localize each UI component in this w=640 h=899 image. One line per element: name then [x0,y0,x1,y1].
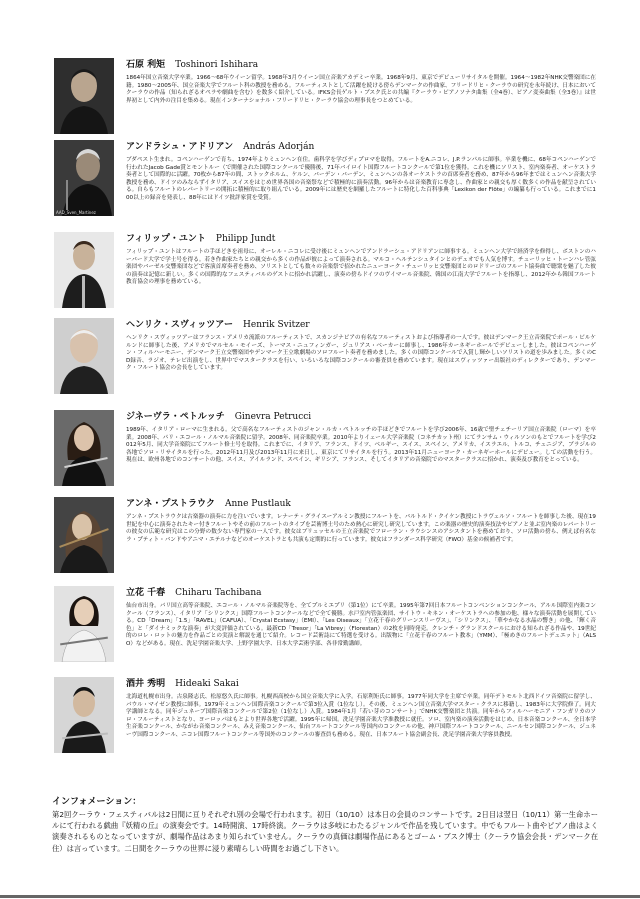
profile-ishihara [54,58,594,136]
name-japanese: ジネーヴラ・ペトルッチ [126,412,225,422]
biography: ヘンリク・スヴィッツアーはフランス・アメリカ流派のフルーティストで、スカンジナビアの有名なフルーティストおよび指導者の一人です。彼はデンマーク王立音楽院でポール・ビルケルンドに師事した後、アメリカでマルセル・モイーズ、トーマス・ニュフィンガー、ジュリアス・ベーカーに師事し、1986年カーネギーホールでデビューしました。彼はコペンハーゲン・フィルハーモニー、デンマーク王立交響楽団やデンマーク王立歌劇場のソロフルート奏者を務めました。多くの国際コンクールで入賞し輝かしいソリストの道を歩みました。多くのCD録音、ラジオ、テレビ出演をし、世界中でマスタークラスを行い、いろいろな国際コンクールの審査員を務めています。現在はスヴィッツァー出版社のディレクターであり、デンマーク・フルート協会の会長をしています。 [126,335,596,372]
name-japanese: アンネ・プストラウク [126,499,216,509]
performer-name [126,318,596,332]
performer-name [126,58,596,72]
biography: 1989年、イタリア・ローマに生まれる。父で高名なフルーティストのジャン・ルカ・ペトルッチの手ほどきでフルートを学び2006年、16歳で聖チェチーリア国立音楽院（ローマ）を卒業。2008年、パリ・エコール・ノルマル音楽院に留学。2008年、同音楽院卒業。2010年よりイェール大学音楽院（コネチカット州）にてランサム・ウィルソンのもとでフルートを学び2012年5月、同大学音楽院にてフルート修士号を取得。これまでに、イタリア、フランス、ドイツ、ベルギー、スイス、スペイン、アメリカ、イスラエル、トルコ、チュニジア、ブラジルの各地でソロ・リサイタルを行った。2012年11月及び2013年11月に来日し、東京にてリサイタルを行う。2013年11月ニューヨーク・カーネギーホールにデビュー。しての活動を行う。現在は、欧州各地でのコンサートの他、スイス、アイルランド、スペイン、ギリシア、フランス、そしてイタリアの音楽院でのマスタークラスに招かれ、演奏及び教育をとっている。 [126,427,596,464]
profile-info [126,410,596,465]
profile-info [126,586,596,649]
biography: アンネ・プストラウクは古楽器の演奏に力を注いでいます。レナーテ・グライスーアルミン教授にフルートを、バルトルド・クイケン教授にトラヴェルソ・フルートを師事した後、現在19世紀を中心に演奏されたキー付きフルートやその前のフルートのタイプを芸術博士号のため熱心に研究し研究しています。この楽器の歴史的演奏技法やピアノと並ぶ室内楽のレパートリーの彼女の広範な研究はこの分野の数少ない専門家の一人です。彼女はブリュッセルの王立音楽院でフローラン・ラウシンスのアシスタントを務めており、ソロ活動の傍ら、例えば有名なラ・プティト・バンドやアニマ・エテルナなどのオーケストラとも共演も定期的に行っています。彼女はフランダース科学研究（FWO）基金の候補者です。 [126,514,596,543]
performer-name [126,677,596,691]
name-english: Anne Pustlauk [225,499,291,509]
name-english: Toshinori Ishihara [175,60,259,70]
biography: 1864年国立音楽大学卒業。1966～68年ウイーン留学。1968年3月ウイーン国立音楽アカデミー卒業。1968年9月、東京でデビューリサイタルを開催。1964～1982年NHK交響楽団に在籍。1980～2005年、国立音楽大学でフルート科の教授を務める。フルーティストとして活躍を続ける傍らデンマークの作曲家、フリードリヒ・クーラウの研究を永年続け、日本においてクーラウの作品（知られざるオペラや劇曲を含む）を数多く紹介している。IFKS会長ゲルト・ブスク氏との共編『クーラウ・ピアノソナタ曲集（全4巻）、ピアノ変奏曲集（全3巻）』は世界初として内外の注目を集める。現在インターナショナル・フリードリヒ・クーラウ協会の理事長をつとめている。 [126,75,596,104]
profile-info [126,497,596,544]
performer-name [126,410,596,424]
portrait-photo [54,586,114,662]
performer-name [126,497,596,511]
name-english: Philipp Jundt [215,234,276,244]
portrait-photo [54,410,114,486]
portrait-icon [54,58,114,134]
name-japanese: 酒井 秀明 [126,679,166,689]
name-japanese: ヘンリク・スヴィッツアー [126,320,234,330]
profile-adorjan [54,140,594,218]
profile-svitzer [54,318,594,396]
information-body: 第2回クーラウ・フェスティバルは2日間に亘りそれぞれ別の会場で行われます。初日（10/10）は本日の会員のコンサートです。2日目は翌日（10/11）第一生命ホールにて行われる戯曲『妖精の丘』の演奏会です。14時開演、17時終演。クーラウは多岐にわたるジャンルで作品を残しています。中でもフルート曲やピアノ曲はよく演奏されるものとなっていますが、劇場作品はあまり知られていません。クーラウの真価は劇場作品にあるとゴーム・ブスク博士（クーラウ協会会長・デンマーク在住）は言っています。二日間をクーラウの世界に浸り素晴らしい時間をお過ごし下さい。 [52,810,598,853]
profile-petrucci [54,410,594,488]
profile-info [126,677,596,740]
information-section [52,796,598,854]
name-english: Hideaki Sakai [175,679,239,689]
name-japanese: フィリップ・ユント [126,234,206,244]
name-english: András Adorján [243,142,315,152]
name-japanese: 立花 千春 [126,588,166,598]
portrait-photo [54,140,114,216]
profile-pustlauk [54,497,594,575]
information-heading: インフォメーション： [52,797,142,807]
name-japanese: 石原 利矩 [126,60,166,70]
portrait-photo [54,677,114,753]
performer-name [126,586,596,600]
portrait-icon [54,677,114,753]
profile-tachibana [54,586,594,664]
name-japanese: アンドラシュ・アドリアン [126,142,234,152]
name-english: Chiharu Tachibana [175,588,262,598]
profile-info [126,58,596,105]
biography: ブダペスト生まれ。コペンハーゲンで育ち、1974年よりミュンヘン在住。歯科学を学びディプロマを取得。フルートをA.ニコレ、J.P.ランパルに師事。卒業を機に、68年コペンハーゲンで行われたJacob Gade賞とモントルー（で開催された国際コンクールで優勝後、71年バイロイト国際フルートコンクールで第1位を獲得。これを機にソリスト、室内楽奏者、オーケストラ奏者として国際的に活躍。70枚から87年の間、ストックホルム、ケルン、バーデン・バーデン、ミュンヘンの各オーケストラの首席奏者を務め、87年から96年まではミュンヘン音楽大学教授を務め、ドイツのみならずイタリア、スイスをはじめ世界各国の音楽祭などで積極的に演奏活動。96年からは音楽教育に専念し、作曲家との親交も厚く数多くの作品を献呈されている。自らもフルートのレパートリーの開拓に積極的に取り組んでいる。2009年には歴史を網羅したフルートに特化した百科事典「Lexikon der Flöte」の編纂も行っている。これまでに100以上の録音を発表し、88年にはドイツ批評家賞を受賞。 [126,157,596,201]
portrait-photo [54,318,114,394]
biography: 北海道札幌市出身。古泉隆志氏、松原悠久氏に師事。札幌西高校から国立音楽大学に入学。石原利矩氏に師事。1977年同大学を主席で卒業。同年デトモルト北西ドイツ音楽院に留学し、パウル・マイゼン教授に師事。1979年ミュンヘン国際音楽コンクールで第3位入賞（1位なし）。その後、ミュンヘン国立音楽大学マスター・クラスに移籍し、1983年に大学院修了。同大学講師となる。同年ジュネーブ国際音楽コンクールで第2位（1位なし）入賞。1984年1月「若い芽のコンサート」でNHK交響楽団と共演。同年からフィルハーモニア・フンガリカのソロ・フルーティストとなり、ヨーロッパはもとより世界各地で活躍。1995年に帰国。洗足学園音楽大学准教授に就任。ソロ、室内楽の演奏活動をはじめ、日本音楽コンクール、全日本学生音楽コンクール、かながわ音楽コンクール、みえ音楽コンクール、仙台フルートコンクール等国内のコンクールの他、神戸国際フルートコンクール、ニールセン国際コンクール、ジュネーヴ国際コンクール、ニコレ国際フルートコンクール等国外のコンクールの審査員も務める。現在、日本フルート協会副会長、洗足学園音楽大学客員教授。 [126,694,596,738]
portrait-photo [54,58,114,134]
photo-credit: AAD_Sven_Martinez [56,210,96,215]
portrait-photo [54,497,114,573]
performer-name [126,140,596,154]
portrait-icon [54,318,114,394]
portrait-icon [54,410,114,486]
biography: 仙台市出身。パリ国立高等音楽院、エコール・ノルマル音楽院等を、全てプルミエプリ（第1位）にて卒業。1995年第7回日本フルートコンベンションコンクール、アルル国際室内楽コンクール（フランス）、イタリア「シリンクス」国際フルートコンクールなどで全て優勝。水戸室内管弦楽団、サイトウ・キネン・オーケストラへの参加の他、様々な演奏活動を展開している。CD「Dream」「1.5」「RAVEL」（CAFUA）、「Crystal Ecstasy」（EMI）、「Les Oiseaux」「立花千春のグリーンスリーヴス」、「シリンクス」、「華やかなる水晶の響き」の他、「輝く音色」と「ダイナミックな演奏」が大変評価されている。最新CD「Tresor」「La Vibrey」（Florestan）の2枚を同時発売。クレンチ・グランドスクールにおける知られざる作品や、19世紀的のロレ・ロットの魅力を作品ごとの実演と解説を通じて紹介。レコード芸術誌にて特選を受ける。出版物に「立花千春のフルート教本」（YMM）、「極めきのフルートデュエット」（ALSO）などがある。現在、洗足学園音楽大学、上野学園大学、日本大学芸術学部、各非常勤講師。 [126,603,596,647]
profile-info [126,318,596,373]
portrait-icon [54,140,114,216]
name-english: Henrik Svitzer [243,320,310,330]
profile-jundt [54,232,594,310]
performer-name [126,232,596,246]
portrait-icon [54,497,114,573]
biography: フィリップ・ユントはフルートの手ほどきを祖母に、オーレル・ニコレに受け後にミュンヘンでアンドラーシュ・アドリアンに師事する。ミュンヘン大学で経済学を修得し、ボストンのハーバード大学で学士号を得る。若き作曲家たちとの親交から多くの作品が彼によって演奏される。マルコ・ヘルテンシュタインとのデュオでも人気を博す。チューリッヒ・トーンハレ管弦楽団やバーゼル交響楽団などで客演首席奏者を務め、ソリストとしても数々の音楽祭で招かれたニューヨーク・チューリッヒ交響楽団とのロドリーゴのフルート協奏曲で聴衆を魅了した彼の演奏は記憶に新しい。多くの国際的なフェスティバルのゲストに招かれ活躍し、演奏の傍らドイツのヴイマール音楽院、韓国の江南大学でフルートを指導し、2012年から韓国フルート教育協会の理事を務めている。 [126,249,596,286]
portrait-icon [54,232,114,308]
portrait-icon [54,586,114,662]
name-english: Ginevra Petrucci [234,412,312,422]
portrait-photo [54,232,114,308]
profile-info [126,140,596,203]
profile-info [126,232,596,287]
bottom-divider [0,895,640,898]
profile-sakai [54,677,594,755]
